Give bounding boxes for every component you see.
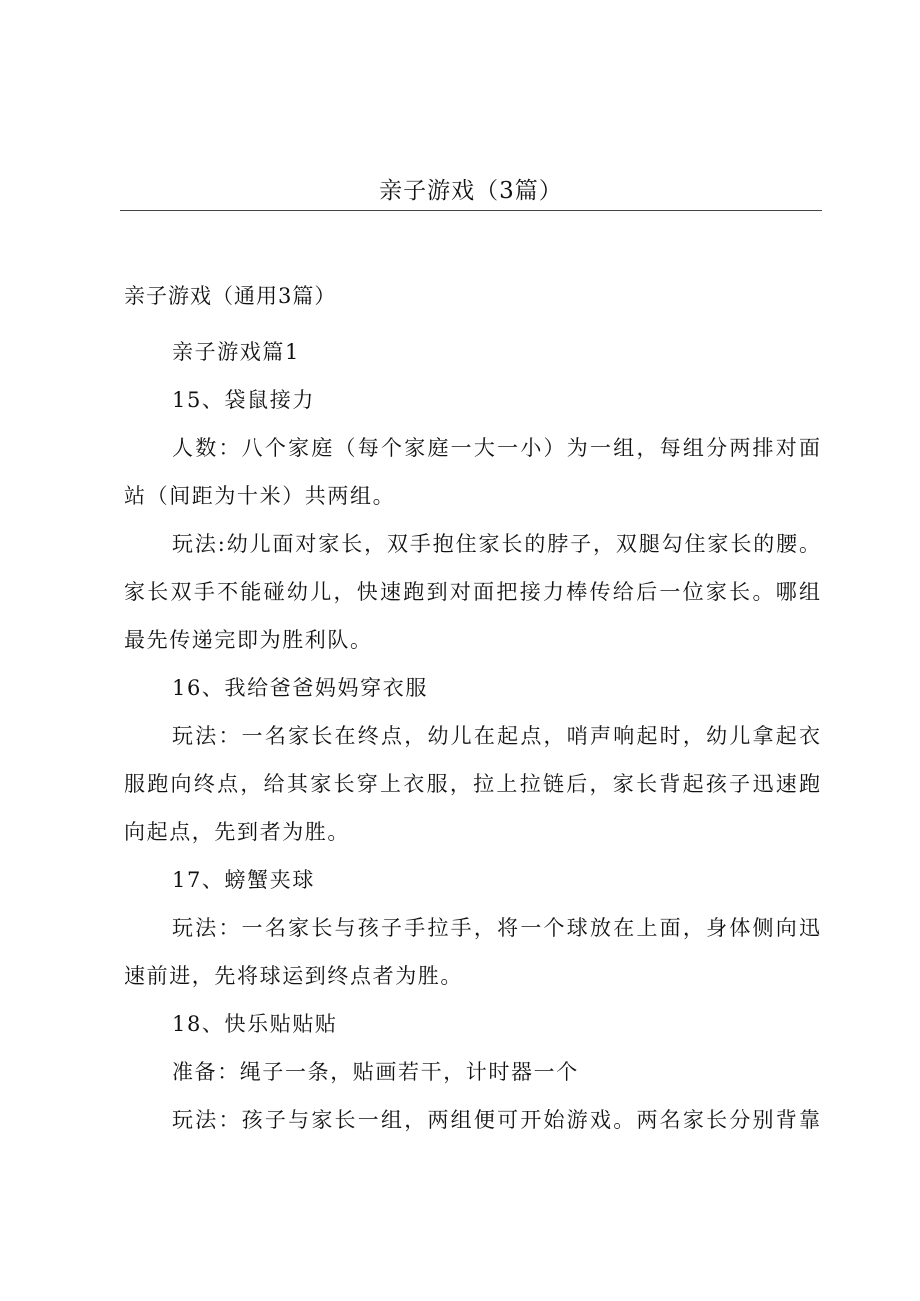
page-title: 亲子游戏（3篇） (379, 178, 563, 204)
game-heading: 16、我给爸爸妈妈穿衣服 (172, 676, 428, 700)
section-title: 亲子游戏篇1 (172, 340, 300, 364)
paragraph-line: 最先传递完即为胜利队。 (124, 628, 373, 652)
paragraph-line: 服跑向终点，给其家长穿上衣服，拉上拉链后，家长背起孩子迅速跑 (124, 772, 820, 796)
paragraph-line: 速前进，先将球运到终点者为胜。 (124, 964, 463, 988)
paragraph-line: 家长双手不能碰幼儿，快速跑到对面把接力棒传给后一位家长。哪组 (124, 580, 820, 604)
paragraph-line: 站（间距为十米）共两组。 (124, 484, 396, 508)
paragraph-line: 玩法：孩子与家长一组，两组便可开始游戏。两名家长分别背靠 (172, 1108, 820, 1132)
document-body (124, 278, 820, 1144)
game-heading: 18、快乐贴贴贴 (172, 1012, 338, 1036)
document-subtitle: 亲子游戏（通用3篇） (124, 284, 337, 308)
paragraph-line: 玩法：一名家长与孩子手拉手，将一个球放在上面，身体侧向迅 (172, 916, 820, 940)
paragraph-line: 向起点，先到者为胜。 (124, 820, 350, 844)
game-heading: 15、袋鼠接力 (172, 388, 315, 412)
paragraph-line: 人数：八个家庭（每个家庭一大一小）为一组，每组分两排对面 (172, 436, 820, 460)
page-header (120, 176, 822, 211)
game-heading: 17、螃蟹夹球 (172, 868, 315, 892)
paragraph-line: 玩法:幼儿面对家长，双手抱住家长的脖子，双腿勾住家长的腰。 (172, 532, 820, 556)
paragraph-line: 玩法：一名家长在终点，幼儿在起点，哨声响起时，幼儿拿起衣 (172, 724, 820, 748)
paragraph-line: 准备：绳子一条，贴画若干，计时器一个 (172, 1060, 579, 1084)
